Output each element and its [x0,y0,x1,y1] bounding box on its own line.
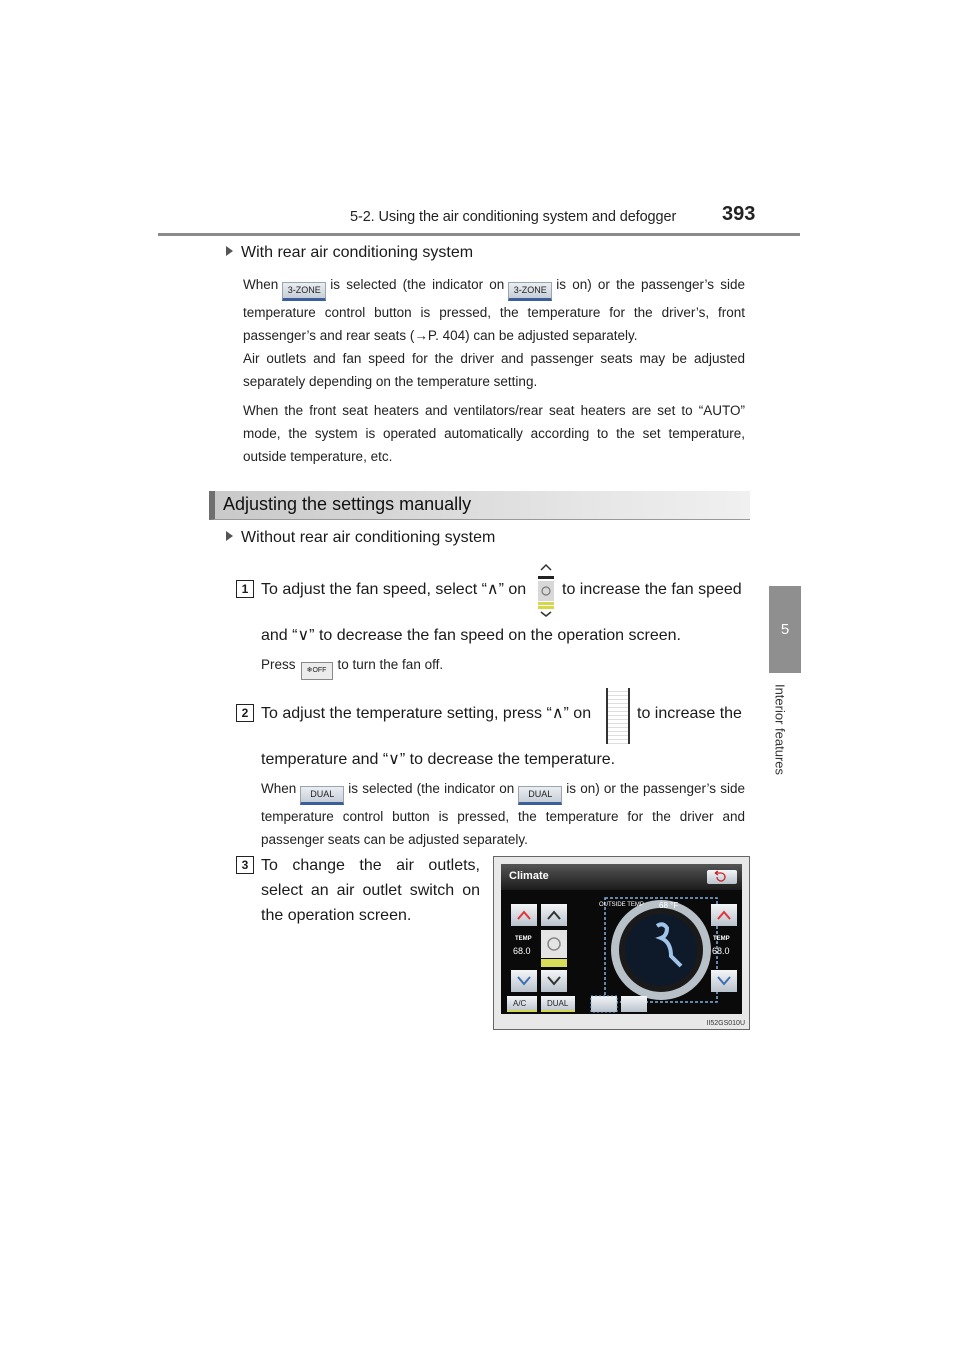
3zone-button-icon: 3-ZONE [282,282,326,301]
left-temp-value: 68.0 [513,946,531,956]
page-number: 393 [722,203,756,225]
outside-temp-value: 68 °F [659,901,679,910]
outside-temp-label: OUTSIDE TEMP [599,902,644,908]
chapter-tab: 5 [769,586,801,673]
triangle-bullet-icon [226,531,233,541]
ac-button: A/C [513,999,527,1008]
fan-speed-icon [537,562,555,618]
step-1-number: 1 [236,580,254,598]
step-3-number: 3 [236,856,254,874]
step-3-text: To change the air outlets, select an air outlet switch on the operation screen. [261,857,480,924]
rear-ac-paragraph-3: When the front seat heaters and ventilators/rear seat heaters are set to “AUTO” mode, the system is operated automatically according to the set temperature, outside temperature, etc. [243,403,745,464]
dual-button-icon: DUAL [300,786,344,805]
climate-screen-display [501,864,742,1014]
header-rule [158,233,800,236]
section-title: Adjusting the settings manually [223,494,472,514]
dual-button: DUAL [547,999,569,1008]
rear-ac-paragraph-1: When 3-ZONE is selected (the indicator on 3-ZONE is on) or the passenger’s side temperature control button is pressed, the temperature for the driver’s, front passenger’s and rear seats (→P. 404) can be adjusted separately. [243,277,745,343]
running-header: 5-2. Using the air conditioning system and defogger [350,209,677,225]
step-1-note: Press ❄OFF to turn the fan off. [261,653,443,680]
step-2-text-a: To adjust the temperature setting, press “∧” on [261,705,592,722]
fan-off-button-icon: ❄OFF [301,662,333,680]
triangle-bullet-icon [226,246,233,256]
no-rear-ac-heading: Without rear air conditioning system [226,529,495,547]
left-temp-label: TEMP [515,936,532,942]
climate-screen-illustration [493,856,750,1030]
chapter-label: Interior features [772,683,788,776]
image-caption-code: II52GS010U [706,1020,745,1027]
3zone-indicator-icon: 3-ZONE [508,282,552,301]
rear-ac-heading: With rear air conditioning system [226,244,473,262]
rear-ac-paragraph-2: Air outlets and fan speed for the driver and passenger seats may be adjusted separately depending on the temperature setting. [243,351,745,389]
step-2-text-b: to increase the [637,705,742,722]
screen-title: Climate [509,870,549,882]
step-1-text-a: To adjust the fan speed, select “∧” on [261,581,527,598]
climate-screen-graphic [501,864,742,1014]
step-2-number: 2 [236,704,254,722]
right-temp-value: 68.0 [712,946,730,956]
step-1-text-b: to increase the fan speed [562,581,742,598]
right-temp-label: TEMP [713,936,730,942]
step-2-text-c: temperature and “∨” to decrease the temperature. [261,751,616,768]
dual-indicator-icon: DUAL [518,786,562,805]
step-1-text-c: and “∨” to decrease the fan speed on the operation screen. [261,627,681,644]
step-2-note: When DUAL is selected (the indicator on DUAL is on) or the passenger’s side temperature control button is pressed, the temperature for the driver and passenger seats can be adjusted separately. [261,781,745,847]
temperature-control-icon [606,688,630,744]
